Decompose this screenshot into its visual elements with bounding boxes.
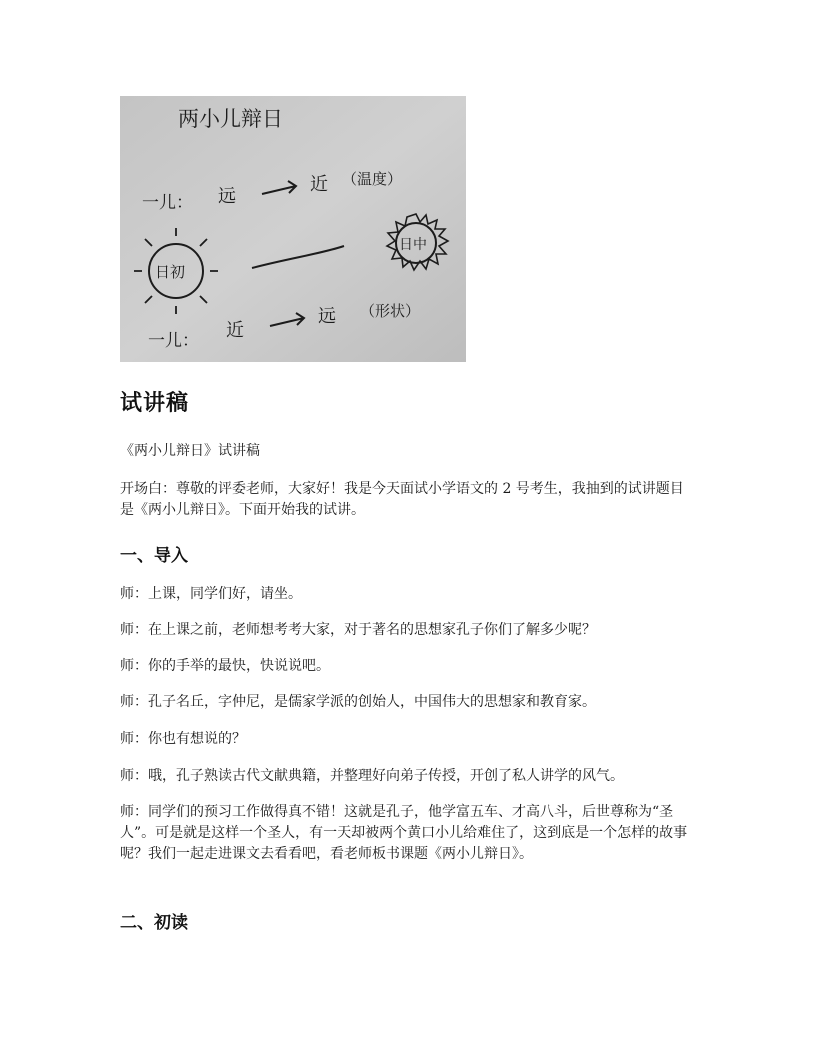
dialogue-line: 师：孔子名丘，字仲尼，是儒家学派的创始人，中国伟大的思想家和教育家。 — [120, 694, 596, 710]
board-row1-to: 近 — [310, 174, 328, 195]
dialogue-line: 师：同学们的预习工作做得真不错！这就是孔子，他学富五车、才高八斗，后世尊称为“圣人”。可是就是这样一个圣人，有一天却被两个黄口小儿给难住了，这到底是一个怎样的故事呢？我们一起走进课文去看看吧，看老师板书课题《两小儿辩日》。 — [120, 804, 688, 862]
dialogue-line: 师：上课，同学们好，请坐。 — [120, 586, 302, 602]
dialogue-line: 师：在上课之前，老师想考考大家，对于著名的思想家孔子你们了解多少呢？ — [120, 622, 596, 638]
board-row2-to: 远 — [318, 306, 336, 327]
dialogue-line: 师：你的手举的最快，快说说吧。 — [120, 658, 330, 674]
opening-paragraph: 开场白：尊敬的评委老师，大家好！我是今天面试小学语文的 2 号考生，我抽到的试讲题目是《两小儿辩日》。下面开始我的试讲。 — [120, 481, 684, 518]
board-row2-label: 一儿： — [148, 331, 199, 351]
board-title: 两小儿辩日 — [178, 107, 283, 131]
section-heading-intro: 一、导入 — [120, 546, 188, 566]
section-heading-first-reading: 二、初读 — [120, 913, 188, 933]
board-row2-note: （形状） — [360, 302, 421, 320]
board-row2-from: 近 — [226, 320, 244, 341]
sun-morning-label: 日初 — [155, 263, 186, 281]
sun-noon-label: 日中 — [399, 237, 427, 253]
board-photo — [120, 96, 466, 362]
doc-subtitle: 《两小儿辩日》试讲稿 — [120, 443, 260, 459]
dialogue-line: 师：你也有想说的？ — [120, 731, 246, 747]
board-sketch — [120, 96, 466, 362]
dialogue-line: 师：哦，孔子熟读古代文献典籍，并整理好向弟子传授，开创了私人讲学的风气。 — [120, 768, 624, 784]
board-row1-label: 一儿： — [142, 193, 193, 213]
board-row1-note: （温度） — [342, 170, 403, 188]
doc-heading: 试讲稿 — [120, 391, 190, 416]
board-row1-from: 远 — [218, 186, 236, 207]
